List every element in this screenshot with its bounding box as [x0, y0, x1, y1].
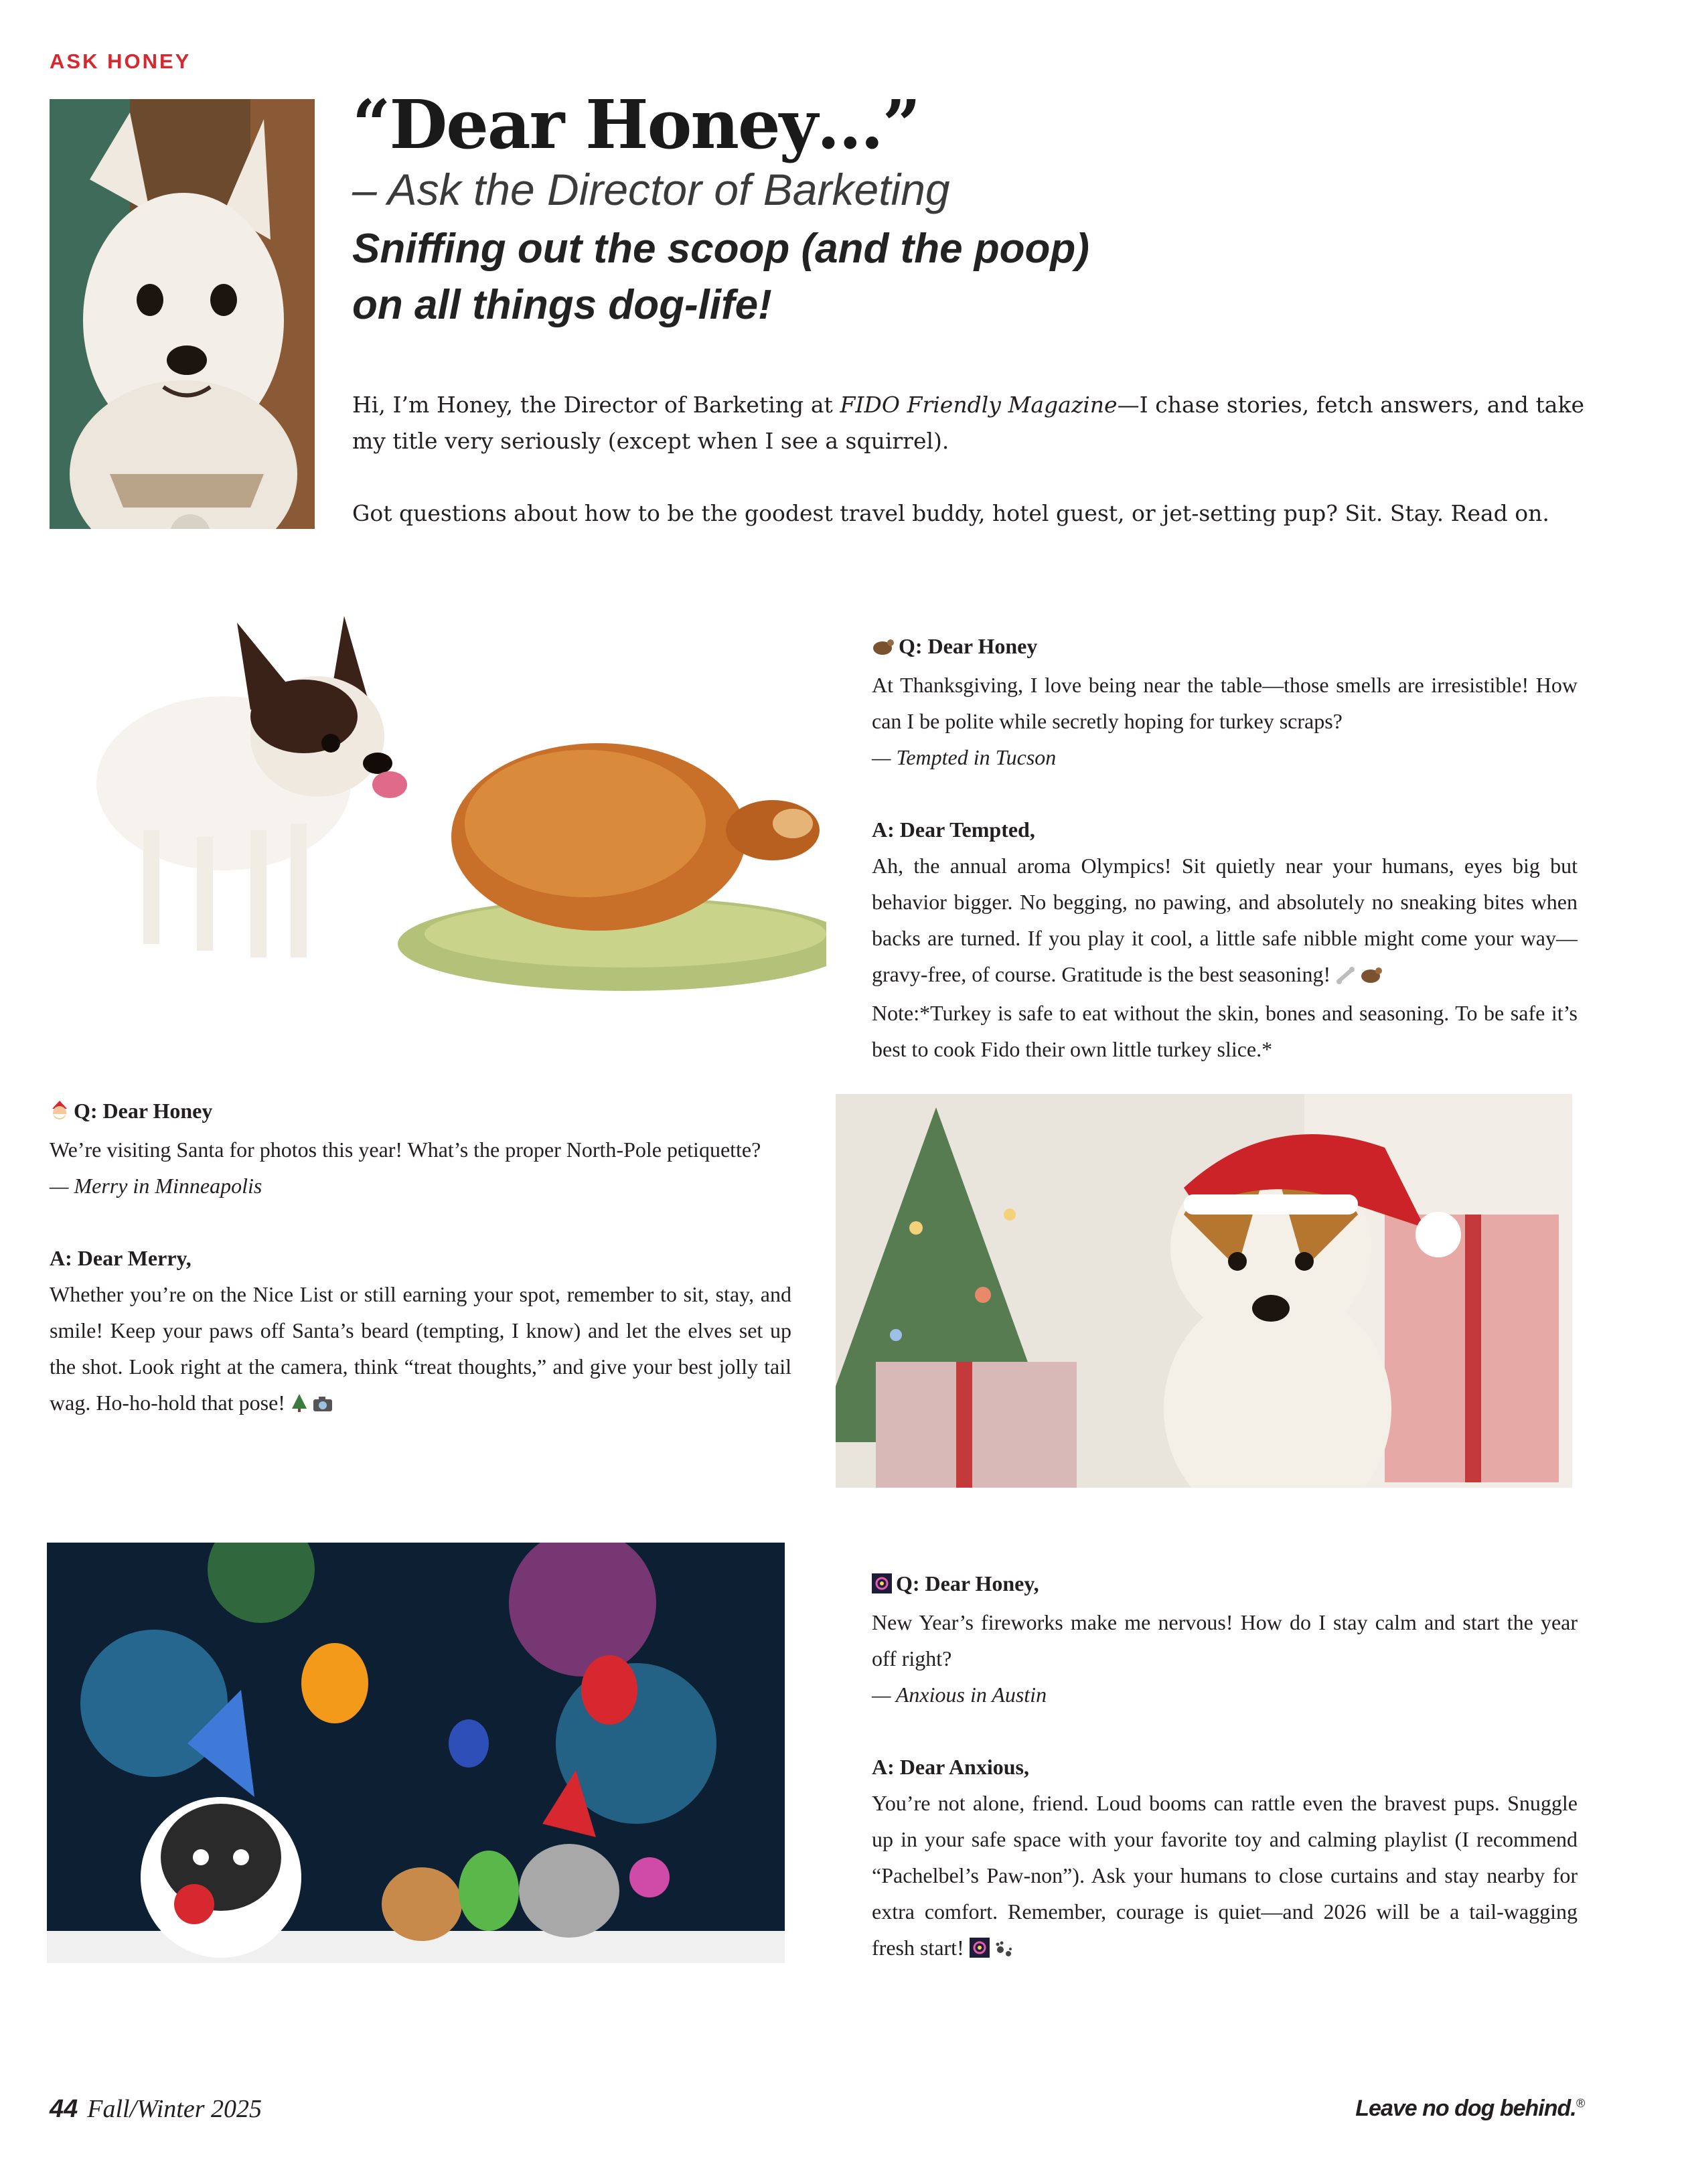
question-label: Q: Dear Honey: [899, 634, 1038, 658]
tagline-line-2: on all things dog-life!: [352, 282, 772, 328]
section-label: ASK HONEY: [50, 50, 192, 73]
answer-body: Ah, the annual aroma Olympics! Sit quietly near your humans, eyes big but behavior bigger. No begging, no pawing, and absolutely no sneaking bites when backs are turned. If you play it cool, a little safe nibble might come your way—gravy-free, of course. Gratitude is the best seasoning!: [872, 854, 1578, 986]
footer-slogan: [1355, 2096, 1584, 2122]
intro-text: —I chase stories, fetch answers, and take my title very seriously (except when I see a squirrel).: [352, 392, 1584, 454]
question-label: Q: Dear Honey,: [896, 1571, 1039, 1595]
christmas-tree-icon: [291, 1387, 308, 1423]
camera-icon: [312, 1387, 333, 1423]
answer-body: You’re not alone, friend. Loud booms can rattle even the bravest pups. Snuggle up in your safe space with your favorite toy and calming playlist (I recommend “Pachelbel’s Paw-non”). Ask your humans to close curtains and stay nearby for extra comfort. Remember, courage is quiet—and 2026 will be a tail-wagging fresh start!: [872, 1791, 1578, 1960]
intro-text: Hi, I’m Honey, the Director of Barketing at: [352, 392, 840, 418]
answer-text: [872, 1785, 1578, 1968]
question-heading: [50, 1093, 791, 1132]
registered-mark: ®: [1576, 2096, 1584, 2110]
qa-item: [872, 628, 1578, 1067]
question-text: New Year’s fireworks make me nervous! How do I stay calm and start the year off right?: [872, 1610, 1578, 1670]
honey-portrait-photo: [50, 99, 315, 529]
safety-note: Note:*Turkey is safe to eat without the skin, bones and seasoning. To be safe it’s best to cook Fido their own little turkey slice.*: [872, 1001, 1578, 1061]
qa-item: [50, 1093, 791, 1423]
bone-icon: [1336, 959, 1356, 995]
answer-heading: A: Dear Anxious,: [872, 1755, 1029, 1779]
page-title: “Dear Honey…”: [352, 85, 920, 164]
answer-heading: A: Dear Tempted,: [872, 817, 1035, 842]
intro-paragraph-1: [352, 387, 1584, 459]
answer-text: [872, 848, 1578, 995]
paw-prints-icon: [994, 1932, 1014, 1968]
santa-hat-dog-photo: [836, 1094, 1572, 1488]
question-text: We’re visiting Santa for photos this year! What’s the proper North-Pole petiquette?: [50, 1138, 761, 1162]
intro-paragraph-2: Got questions about how to be the goodest travel buddy, hotel guest, or jet-setting pup? Sit. Stay. Read on.: [352, 500, 1549, 526]
question-signature: — Tempted in Tucson: [872, 745, 1057, 769]
answer-body: Whether you’re on the Nice List or still earning your spot, remember to sit, stay, and smile! Keep your paws off Santa’s beard (tempting, I know) and let the elves set up the shot. Look right at the camera, think “treat thoughts,” and give your best jolly tail wag. Ho-ho-hold that pose!: [50, 1282, 791, 1415]
page-number: 44: [50, 2095, 78, 2123]
new-years-party-pets-photo: [47, 1543, 785, 1963]
question-label: Q: Dear Honey: [74, 1099, 213, 1123]
question-heading: [872, 1565, 1578, 1604]
tagline: [352, 221, 1089, 333]
question-signature: — Merry in Minneapolis: [50, 1174, 262, 1198]
turkey-icon: [872, 631, 895, 667]
issue-season: Fall/Winter 2025: [87, 2095, 262, 2123]
footer-folio: [50, 2094, 262, 2124]
qa-item: [872, 1565, 1578, 1968]
fireworks-icon: [872, 1568, 892, 1604]
chihuahua-turkey-photo: [50, 609, 826, 1000]
page-subtitle: – Ask the Director of Barketing: [352, 165, 950, 214]
question-heading: [872, 628, 1578, 667]
question-text: At Thanksgiving, I love being near the table—those smells are irresistible! How can I be polite while secretly hoping for turkey scraps?: [872, 673, 1578, 733]
fireworks-icon: [970, 1932, 990, 1968]
answer-heading: A: Dear Merry,: [50, 1246, 192, 1270]
tagline-line-1: Sniffing out the scoop (and the poop): [352, 226, 1089, 272]
magazine-name: FIDO Friendly Magazine: [840, 392, 1118, 418]
slogan-text: Leave no dog behind.: [1355, 2096, 1576, 2121]
santa-icon: [50, 1095, 70, 1132]
answer-text: [50, 1276, 791, 1423]
turkey-icon: [1360, 959, 1383, 995]
question-signature: — Anxious in Austin: [872, 1683, 1047, 1707]
